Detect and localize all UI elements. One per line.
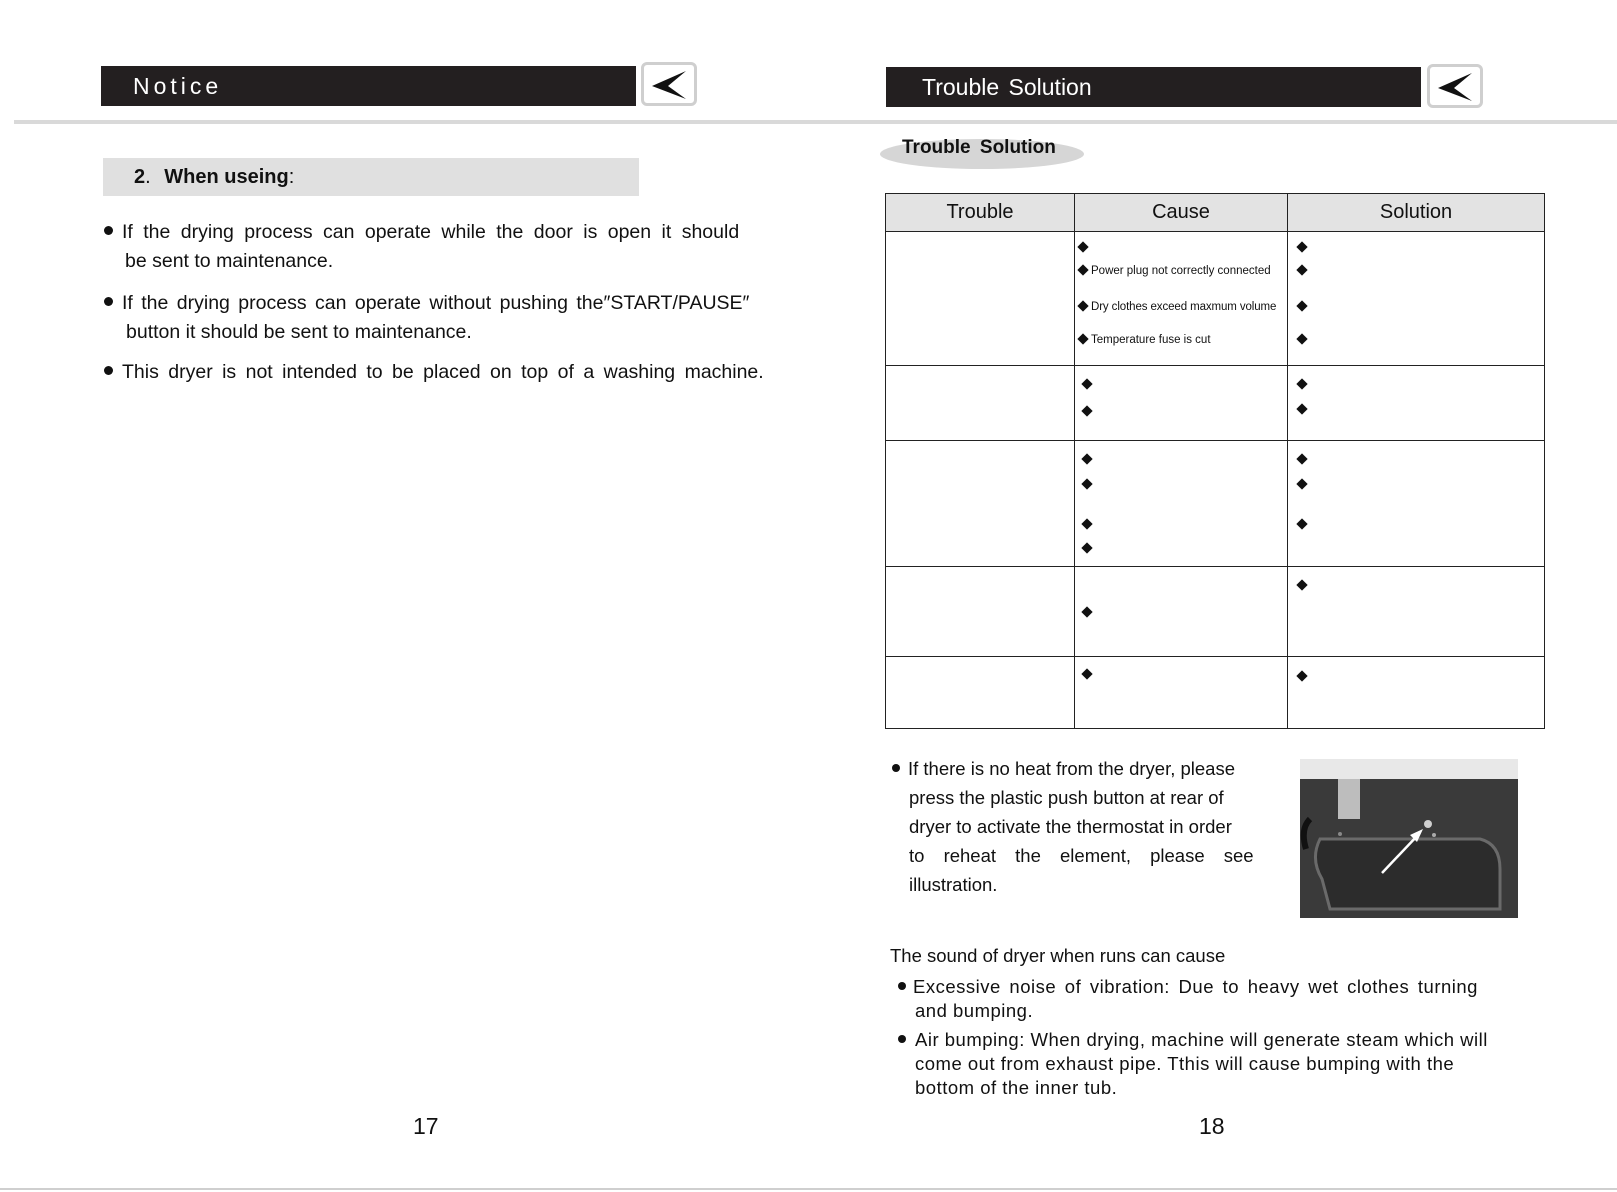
- diamond-bullet-icon: [1296, 333, 1307, 344]
- trouble-cell: [886, 366, 1075, 441]
- sound-text: and bumping.: [915, 1000, 1034, 1021]
- thermostat-photo: [1300, 759, 1518, 918]
- notice-header-bar: [101, 66, 636, 106]
- diamond-bullet-icon: [1081, 478, 1092, 489]
- diamond-bullet-icon: [1081, 405, 1092, 416]
- table-row: [886, 657, 1545, 729]
- bottom-edge: [0, 1188, 1617, 1190]
- heat-note-line: dryer to activate the thermostat in order: [909, 816, 1232, 837]
- diamond-bullet-icon: [1081, 542, 1092, 553]
- diamond-bullet-icon: [1296, 579, 1307, 590]
- trouble-cell: [886, 657, 1075, 729]
- back-arrow-icon: [1430, 67, 1480, 105]
- top-rule: [14, 120, 1617, 124]
- bullet-text: If the drying process can operate while the door is open it should: [122, 221, 740, 243]
- solution-cell: [1288, 441, 1545, 567]
- bullet-dot-icon: [104, 297, 113, 306]
- sound-bullet-1: [898, 975, 1478, 1023]
- page-number-left: 17: [413, 1113, 439, 1139]
- diamond-bullet-icon: [1296, 300, 1307, 311]
- diamond-bullet-icon: [1296, 403, 1307, 414]
- bullet-dot-icon: [898, 982, 906, 990]
- header-solution: Solution: [1288, 194, 1545, 232]
- header-cause: Cause: [1075, 194, 1288, 232]
- trouble-cell: [886, 232, 1075, 366]
- diamond-bullet-icon: [1296, 378, 1307, 389]
- bullet-text: This dryer is not intended to be placed on top of a washing machine.: [122, 361, 764, 383]
- section-header: 2. When useing:: [103, 158, 639, 196]
- diamond-bullet-icon: [1296, 453, 1307, 464]
- heat-note-line: illustration.: [909, 874, 998, 895]
- trouble-tab-title: Trouble Solution: [902, 137, 1056, 158]
- trouble-header-title: Trouble Solution: [922, 74, 1092, 100]
- bullet-dot-icon: [104, 366, 113, 375]
- sound-text: Air bumping: When drying, machine will generate steam which will: [915, 1029, 1488, 1050]
- trouble-cell: [886, 567, 1075, 657]
- solution-cell: [1288, 232, 1545, 366]
- cause-cell: [1075, 366, 1288, 441]
- diamond-bullet-icon: [1077, 241, 1088, 252]
- diamond-bullet-icon: [1077, 300, 1088, 311]
- heat-note-line: to reheat the element, please see: [909, 845, 1254, 866]
- section-number: 2: [134, 166, 146, 188]
- notice-bullet-3: [104, 358, 784, 387]
- sound-bullet-2: [898, 1028, 1488, 1100]
- sound-text: Excessive noise of vibration: Due to heavy wet clothes turning: [913, 976, 1478, 997]
- bullet-text: If the drying process can operate without pushing the″START/PAUSE″: [122, 292, 750, 314]
- heat-note: [892, 754, 1264, 899]
- section-title: When useing: [164, 166, 289, 188]
- trouble-cell: [886, 441, 1075, 567]
- table-row: [886, 232, 1545, 366]
- trouble-table: [885, 193, 1545, 729]
- header-trouble: Trouble: [886, 194, 1075, 232]
- diamond-bullet-icon: [1296, 670, 1307, 681]
- diamond-bullet-icon: [1296, 478, 1307, 489]
- trouble-header-bar: [886, 67, 1421, 107]
- diamond-bullet-icon: [1081, 606, 1092, 617]
- table-header-row: [886, 194, 1545, 232]
- solution-cell: [1288, 657, 1545, 729]
- sound-text: come out from exhaust pipe. Tthis will cause bumping with the: [915, 1053, 1455, 1074]
- solution-cell: [1288, 366, 1545, 441]
- diamond-bullet-icon: [1077, 264, 1088, 275]
- diamond-bullet-icon: [1077, 333, 1088, 344]
- bullet-dot-icon: [898, 1035, 906, 1043]
- left-arrow-box: [641, 62, 697, 106]
- cause-text: Temperature fuse is cut: [1091, 334, 1211, 346]
- bullet-text: button it should be sent to maintenance.: [126, 321, 472, 343]
- thermostat-illustration: [1300, 759, 1518, 918]
- page-number-right: 18: [1199, 1113, 1225, 1139]
- diamond-bullet-icon: [1081, 453, 1092, 464]
- cause-text: Dry clothes exceed maxmum volume: [1091, 301, 1277, 313]
- cause-cell: [1075, 441, 1288, 567]
- diamond-bullet-icon: [1296, 518, 1307, 529]
- cause-cell: [1075, 657, 1288, 729]
- bullet-dot-icon: [104, 226, 113, 235]
- cause-text: Power plug not correctly connected: [1091, 265, 1271, 277]
- diamond-bullet-icon: [1296, 264, 1307, 275]
- notice-header-title: Notice: [133, 73, 223, 99]
- cause-cell: [1075, 567, 1288, 657]
- table-row: [886, 567, 1545, 657]
- bullet-text: be sent to maintenance.: [125, 250, 334, 272]
- diamond-bullet-icon: [1081, 668, 1092, 679]
- diamond-bullet-icon: [1296, 241, 1307, 252]
- heat-note-line: press the plastic push button at rear of: [909, 787, 1224, 808]
- sound-intro: The sound of dryer when runs can cause: [890, 945, 1226, 966]
- diamond-bullet-icon: [1081, 518, 1092, 529]
- notice-bullet-1: [104, 218, 754, 276]
- table-row: [886, 441, 1545, 567]
- cause-cell: [1075, 232, 1288, 366]
- diamond-bullet-icon: [1081, 378, 1092, 389]
- bullet-dot-icon: [892, 764, 900, 772]
- solution-cell: [1288, 567, 1545, 657]
- right-arrow-box: [1427, 64, 1483, 108]
- notice-bullet-2: [104, 289, 784, 347]
- heat-note-line: If there is no heat from the dryer, please: [908, 758, 1236, 779]
- back-arrow-icon: [644, 65, 694, 103]
- table-row: [886, 366, 1545, 441]
- sound-text: bottom of the inner tub.: [915, 1077, 1118, 1098]
